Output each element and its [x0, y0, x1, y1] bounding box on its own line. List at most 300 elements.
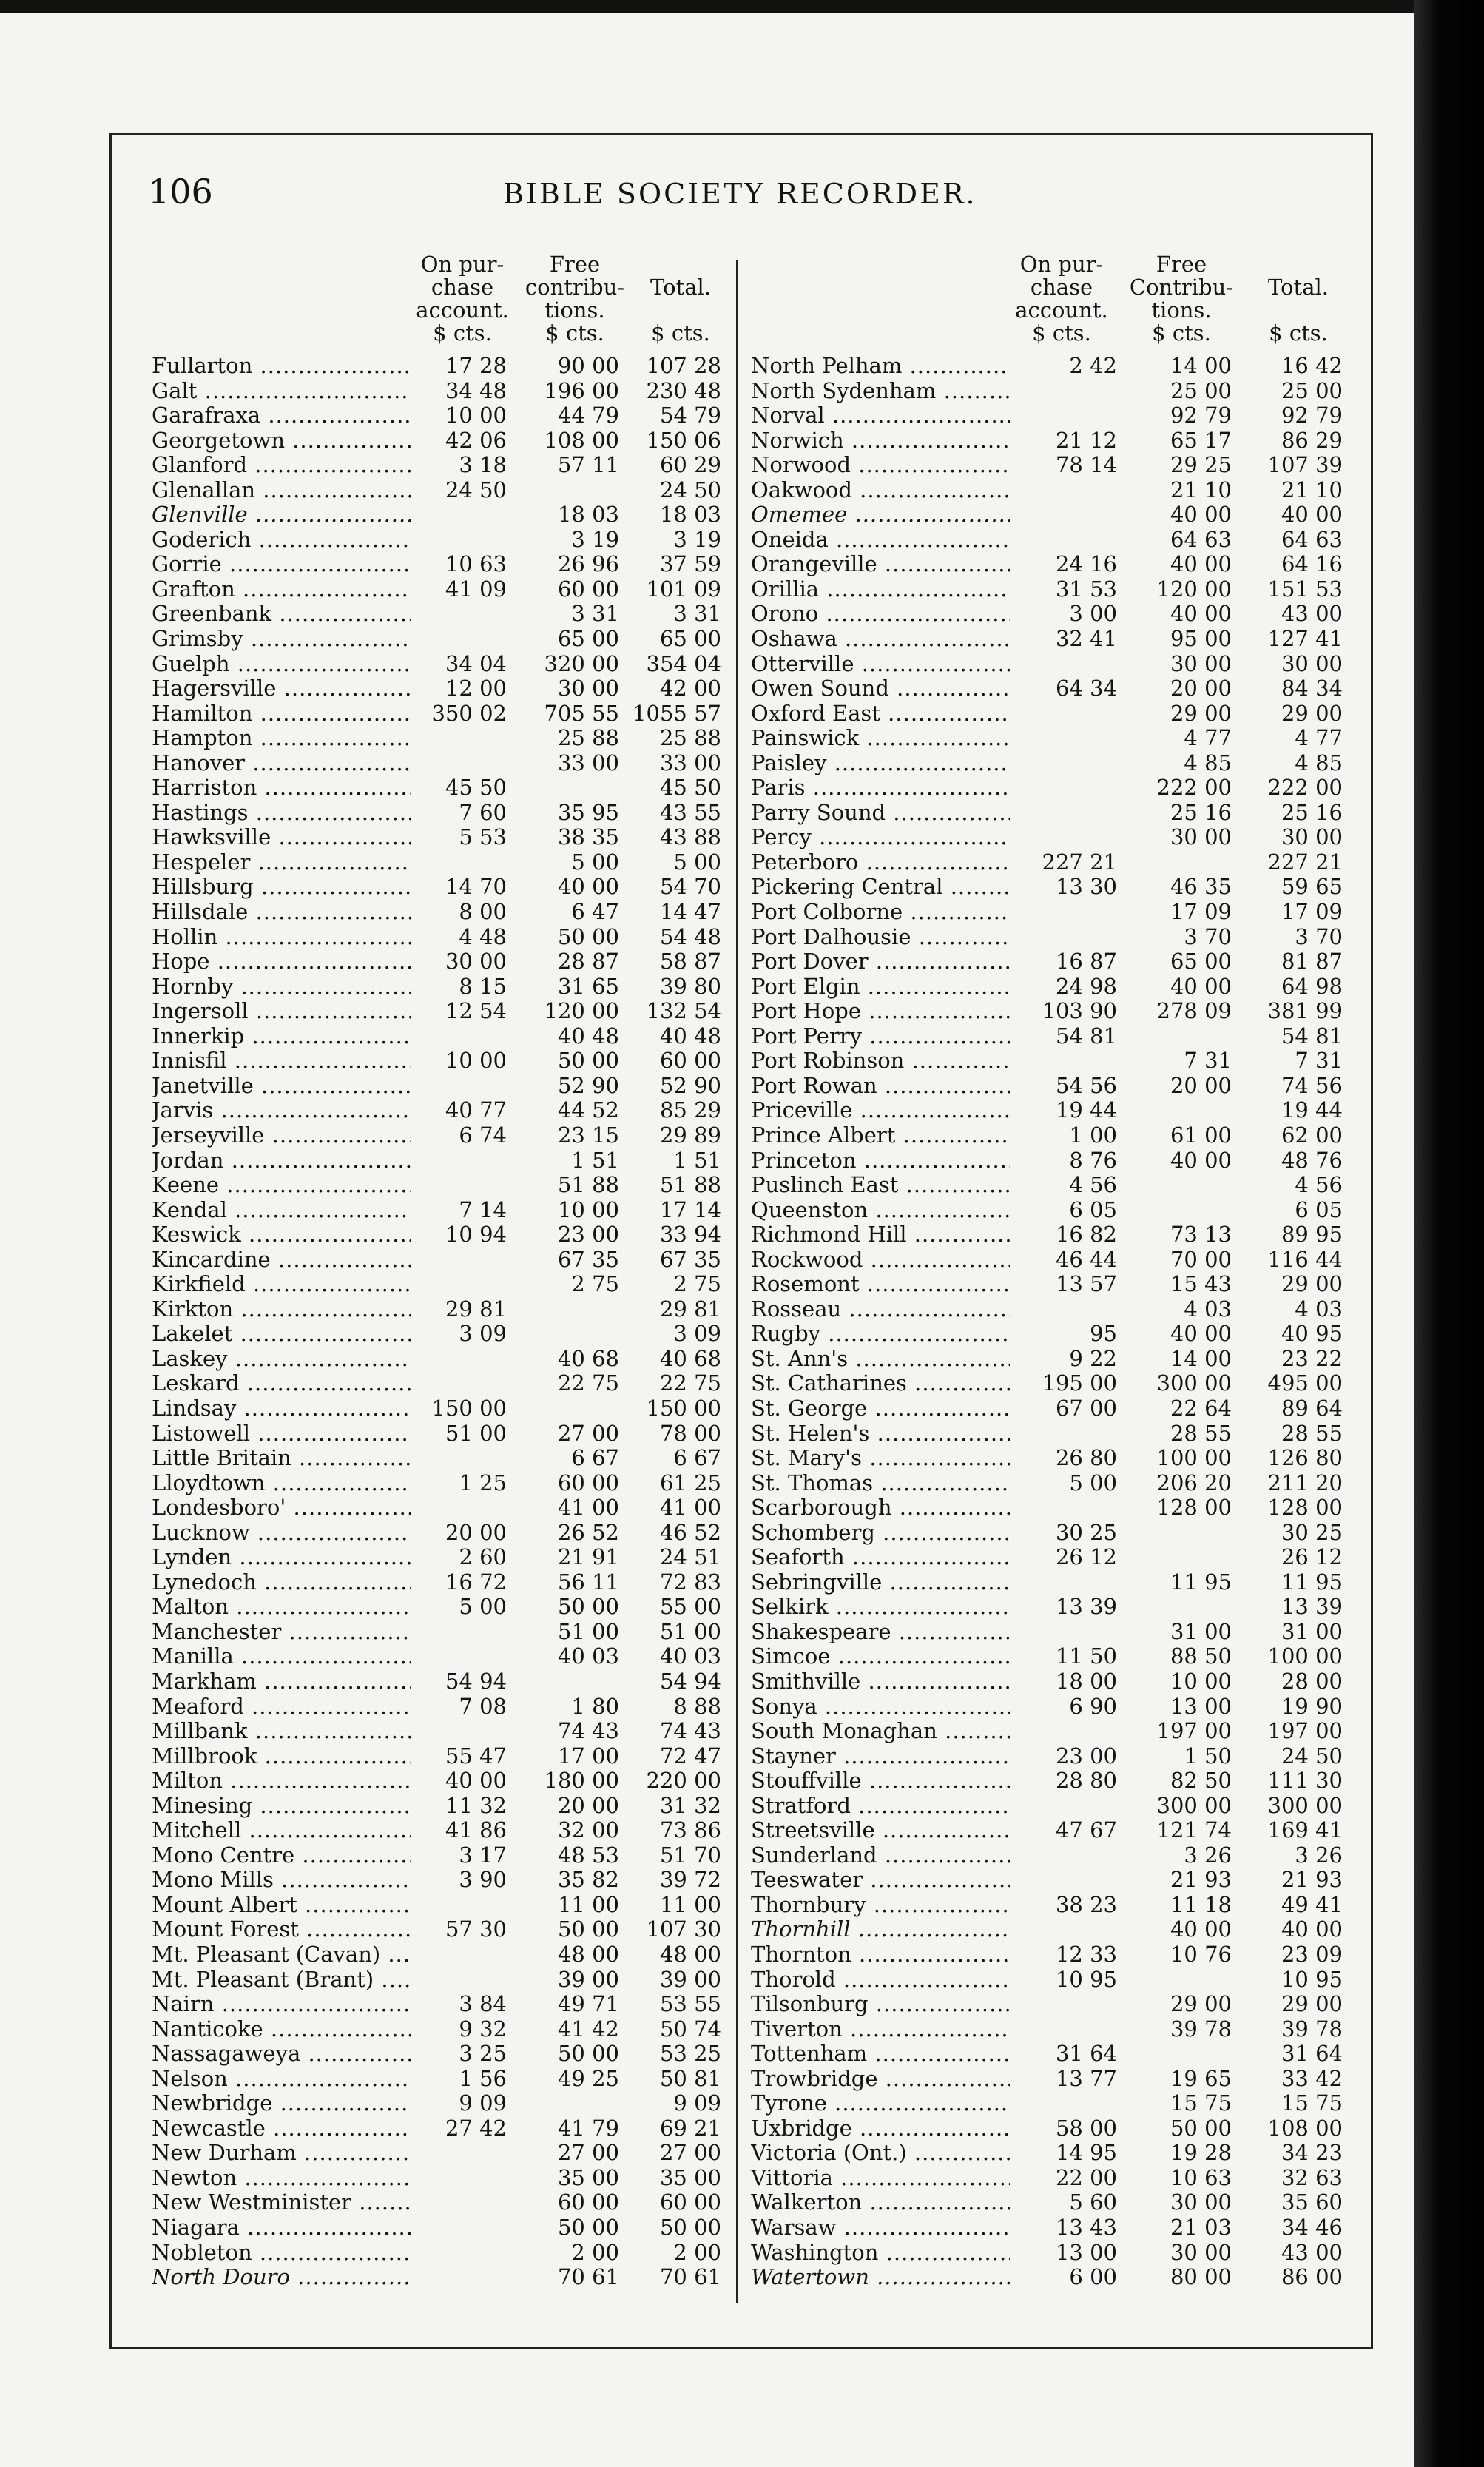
- table-row: [152, 925, 721, 950]
- place-name: Hespeler .....: [152, 850, 411, 875]
- table-row: [152, 428, 721, 454]
- table-row: [751, 551, 1343, 577]
- table-row: [751, 601, 1343, 627]
- place-name: Nelson .....: [152, 2067, 411, 2092]
- purchase-amount: 7 08: [459, 1693, 507, 1719]
- table-row: [152, 701, 721, 727]
- purchase-amount: 14 95: [1055, 2140, 1117, 2166]
- free-amount: 35 00: [557, 2164, 619, 2190]
- place-name: Hanover .....: [152, 751, 411, 776]
- total-amount: 17 09: [1281, 899, 1343, 925]
- table-row: [152, 403, 721, 428]
- free-amount: 14 00: [1170, 1345, 1232, 1371]
- table-row: [152, 1644, 721, 1669]
- total-amount: 89 95: [1281, 1222, 1343, 1248]
- total-amount: 300 00: [1267, 1792, 1343, 1818]
- total-amount: 220 00: [646, 1768, 721, 1794]
- table-row: [152, 577, 721, 602]
- table-row: [751, 2090, 1343, 2116]
- place-name: Tyrone .....: [751, 2091, 1010, 2116]
- table-row: [751, 1271, 1343, 1297]
- purchase-amount: 10 95: [1055, 1966, 1117, 1992]
- free-amount: 30 00: [1170, 650, 1232, 676]
- total-amount: 7 31: [1295, 1048, 1343, 1074]
- total-amount: 35 00: [659, 2164, 721, 2190]
- table-row: [751, 1470, 1343, 1496]
- place-name: Stratford .....: [751, 1794, 1010, 1819]
- table-row: [152, 999, 721, 1024]
- column-divider: [736, 260, 738, 2303]
- total-amount: 8 88: [673, 1693, 721, 1719]
- table-row: [751, 502, 1343, 528]
- free-amount: 40 03: [557, 1643, 619, 1669]
- table-row: [751, 1743, 1343, 1769]
- total-amount: 10 95: [1281, 1966, 1343, 1992]
- table-row: [152, 1893, 721, 1918]
- table-row: [152, 1272, 721, 1297]
- place-name: Norwich .....: [751, 428, 1010, 454]
- purchase-amount: 9 32: [459, 2016, 507, 2042]
- table-row: [152, 1148, 721, 1174]
- purchase-amount: 30 25: [1055, 1519, 1117, 1545]
- total-amount: 72 47: [659, 1743, 721, 1768]
- table-row: [152, 2091, 721, 2116]
- total-amount: 107 30: [646, 1916, 721, 1942]
- place-name: Jerseyville .....: [152, 1123, 411, 1148]
- table-row: [751, 1544, 1343, 1570]
- free-amount: 197 00: [1156, 1718, 1232, 1744]
- purchase-amount: 46 44: [1055, 1246, 1117, 1272]
- table-row: [751, 874, 1343, 900]
- free-amount: 29 00: [1170, 1991, 1232, 2017]
- free-amount: 39 00: [557, 1966, 619, 1992]
- table-row: [751, 1916, 1343, 1942]
- table-row: [751, 1817, 1343, 1843]
- table-row: [152, 453, 721, 478]
- place-name: Hornby .....: [152, 975, 411, 1000]
- place-name: Kirkton .....: [152, 1297, 411, 1322]
- total-amount: 4 85: [1295, 750, 1343, 775]
- free-amount: 3 70: [1184, 923, 1232, 949]
- total-amount: 197 00: [1267, 1718, 1343, 1744]
- table-row: [152, 552, 721, 577]
- purchase-amount: 67 00: [1055, 1395, 1117, 1421]
- purchase-amount: 26 12: [1055, 1544, 1117, 1570]
- place-name: St. Catharines .....: [751, 1371, 1010, 1396]
- free-amount: 88 50: [1170, 1643, 1232, 1669]
- table-row: [152, 528, 721, 553]
- total-amount: 33 42: [1281, 2065, 1343, 2091]
- place-name: North Pelham .....: [751, 354, 1010, 379]
- total-amount: 4 03: [1295, 1296, 1343, 1322]
- table-row: [751, 2190, 1343, 2215]
- total-amount: 27 00: [659, 2140, 721, 2166]
- table-row: [152, 1968, 721, 1993]
- total-amount: 16 42: [1281, 353, 1343, 378]
- table-row: [751, 1891, 1343, 1918]
- total-amount: 43 00: [1281, 601, 1343, 627]
- place-name: Hampton .....: [152, 726, 411, 751]
- purchase-amount: 350 02: [431, 700, 507, 726]
- table-row: [751, 923, 1343, 950]
- free-amount: 30 00: [1170, 2190, 1232, 2215]
- free-amount: 65 00: [557, 626, 619, 652]
- place-name: Milton .....: [152, 1768, 411, 1794]
- free-amount: 6 67: [571, 1445, 619, 1471]
- table-row: [152, 751, 721, 776]
- place-name: Schomberg .....: [751, 1521, 1010, 1546]
- total-amount: 15 75: [1281, 2090, 1343, 2116]
- total-amount: 33 94: [659, 1222, 721, 1248]
- purchase-amount: 42 06: [445, 427, 507, 453]
- total-amount: 21 10: [1281, 477, 1343, 502]
- total-amount: 25 16: [1281, 799, 1343, 825]
- purchase-amount: 9 22: [1069, 1345, 1117, 1371]
- free-amount: 60 00: [557, 1470, 619, 1495]
- table-row: [751, 626, 1343, 652]
- purchase-amount: 12 00: [445, 676, 507, 701]
- place-name: Hope .....: [152, 949, 411, 975]
- free-amount: 52 90: [557, 1072, 619, 1098]
- free-amount: 3 26: [1184, 1842, 1232, 1868]
- purchase-amount: 54 94: [445, 1668, 507, 1694]
- total-amount: 2 75: [673, 1271, 721, 1297]
- free-amount: 35 95: [557, 799, 619, 825]
- total-amount: 127 41: [1267, 626, 1343, 652]
- total-amount: 55 00: [659, 1594, 721, 1620]
- purchase-amount: 13 30: [1055, 874, 1117, 900]
- free-amount: 70 00: [1170, 1246, 1232, 1272]
- table-row: [152, 900, 721, 925]
- total-amount: 150 06: [646, 427, 721, 453]
- place-name: Thornhill .....: [751, 1917, 1010, 1942]
- table-row: [152, 1049, 721, 1074]
- free-amount: 28 87: [557, 949, 619, 975]
- free-amount: 21 10: [1170, 477, 1232, 502]
- place-name: Thornbury .....: [751, 1893, 1010, 1918]
- free-amount: 51 00: [557, 1618, 619, 1644]
- table-row: [751, 1246, 1343, 1273]
- free-amount: 6 47: [571, 899, 619, 925]
- free-amount: 2 00: [571, 2239, 619, 2265]
- table-row: [152, 1694, 721, 1720]
- free-amount: 40 00: [1170, 502, 1232, 528]
- table-row: [152, 652, 721, 677]
- place-name: Rosseau .....: [751, 1297, 1010, 1322]
- total-amount: 29 00: [1281, 1271, 1343, 1297]
- total-amount: 108 00: [1267, 2115, 1343, 2141]
- place-name: Uxbridge .....: [751, 2116, 1010, 2141]
- purchase-amount: 34 48: [445, 377, 507, 403]
- table-row: [152, 1843, 721, 1868]
- purchase-amount: 10 63: [445, 551, 507, 577]
- purchase-amount: 8 76: [1069, 1147, 1117, 1173]
- purchase-amount: 12 54: [445, 998, 507, 1024]
- place-name: Painswick .....: [751, 726, 1010, 751]
- free-amount: 57 11: [557, 452, 619, 478]
- place-name: Richmond Hill .....: [751, 1222, 1010, 1248]
- total-amount: 72 83: [659, 1569, 721, 1595]
- free-amount: 95 00: [1170, 626, 1232, 652]
- table-row: [152, 1347, 721, 1372]
- purchase-amount: 22 00: [1055, 2164, 1117, 2190]
- total-amount: 48 00: [659, 1942, 721, 1967]
- place-name: Laskey .....: [152, 1347, 411, 1372]
- place-name: Nassagaweya .....: [152, 2042, 411, 2067]
- place-name: Port Hope .....: [751, 999, 1010, 1024]
- purchase-amount: 24 50: [445, 477, 507, 502]
- place-name: Kincardine .....: [152, 1248, 411, 1273]
- free-amount: 40 68: [557, 1345, 619, 1371]
- free-amount: 120 00: [544, 998, 619, 1024]
- place-name: Meaford .....: [152, 1694, 411, 1720]
- place-name: Trowbridge .....: [751, 2067, 1010, 2092]
- place-name: St. George .....: [751, 1396, 1010, 1421]
- table-row: [152, 1123, 721, 1148]
- table-row: [751, 1693, 1343, 1720]
- place-name: Millbrook .....: [152, 1744, 411, 1769]
- table-row: [751, 973, 1343, 1000]
- table-row: [152, 1198, 721, 1223]
- table-row: [152, 2017, 721, 2042]
- place-name: Thornton .....: [751, 1942, 1010, 1968]
- total-amount: 24 51: [659, 1544, 721, 1570]
- table-row: [751, 1768, 1343, 1794]
- free-amount: 3 19: [571, 526, 619, 552]
- total-amount: 53 55: [659, 1991, 721, 2017]
- purchase-amount: 17 28: [445, 353, 507, 378]
- place-name: Norwood .....: [751, 453, 1010, 478]
- free-amount: 48 53: [557, 1842, 619, 1868]
- table-row: [152, 1570, 721, 1595]
- free-amount: 50 00: [557, 2215, 619, 2241]
- free-amount: 40 00: [1170, 1147, 1232, 1173]
- total-amount: 40 03: [659, 1643, 721, 1669]
- table-row: [152, 949, 721, 975]
- place-name: Kirkfield .....: [152, 1272, 411, 1297]
- total-amount: 31 00: [1281, 1618, 1343, 1644]
- table-row: [751, 1842, 1343, 1868]
- purchase-amount: 28 80: [1055, 1768, 1117, 1794]
- total-amount: 58 87: [659, 949, 721, 975]
- total-amount: 60 29: [659, 452, 721, 478]
- place-name: Ingersoll .....: [152, 999, 411, 1024]
- table-row: [751, 2239, 1343, 2266]
- place-name: Garafraxa .....: [152, 403, 411, 428]
- free-amount: 705 55: [544, 700, 619, 726]
- place-name: Warsaw .....: [751, 2215, 1010, 2241]
- purchase-amount: 13 43: [1055, 2215, 1117, 2241]
- purchase-amount: 26 80: [1055, 1445, 1117, 1471]
- place-name: Orangeville .....: [751, 552, 1010, 577]
- table-row: [751, 377, 1343, 404]
- purchase-amount: 3 17: [459, 1842, 507, 1868]
- free-amount: 50 00: [557, 923, 619, 949]
- purchase-amount: 58 00: [1055, 2115, 1117, 2141]
- total-amount: 50 81: [659, 2065, 721, 2091]
- purchase-amount: 13 00: [1055, 2239, 1117, 2265]
- place-name: Thorold .....: [751, 1968, 1010, 1993]
- total-amount: 31 64: [1281, 2041, 1343, 2067]
- table-row: [751, 1023, 1343, 1049]
- free-amount: 14 00: [1170, 353, 1232, 378]
- free-amount: 44 79: [557, 403, 619, 428]
- total-amount: 86 29: [1281, 427, 1343, 453]
- purchase-amount: 10 94: [445, 1222, 507, 1248]
- table-row: [751, 998, 1343, 1024]
- total-amount: 4 56: [1295, 1172, 1343, 1198]
- free-amount: 15 75: [1170, 2090, 1232, 2116]
- scan-top-edge: [0, 0, 1484, 13]
- place-name: Gorrie .....: [152, 552, 411, 577]
- place-name: Seaforth .....: [751, 1545, 1010, 1570]
- free-amount: 10 63: [1170, 2164, 1232, 2190]
- table-row: [152, 502, 721, 528]
- place-name: Smithville .....: [751, 1669, 1010, 1694]
- table-row: [751, 899, 1343, 925]
- free-amount: 18 03: [557, 502, 619, 528]
- free-amount: 30 00: [1170, 2239, 1232, 2265]
- total-amount: 29 00: [1281, 700, 1343, 726]
- place-name: Victoria (Ont.) .....: [751, 2141, 1010, 2166]
- table-row: [152, 1024, 721, 1049]
- table-row: [751, 1618, 1343, 1645]
- table-row: [152, 726, 721, 751]
- free-amount: 40 00: [1170, 551, 1232, 577]
- purchase-amount: 5 00: [1069, 1470, 1117, 1495]
- total-amount: 53 25: [659, 2041, 721, 2067]
- free-amount: 26 96: [557, 551, 619, 577]
- purchase-amount: 13 57: [1055, 1271, 1117, 1297]
- table-row: [152, 775, 721, 801]
- left-header-free: Free contribu- tions. $ cts.: [525, 252, 625, 346]
- table-row: [152, 2042, 721, 2067]
- free-amount: 51 88: [557, 1172, 619, 1198]
- purchase-amount: 16 82: [1055, 1222, 1117, 1248]
- total-amount: 3 09: [673, 1321, 721, 1347]
- place-name: Port Dalhousie .....: [751, 925, 1010, 950]
- place-name: Hillsdale .....: [152, 900, 411, 925]
- total-amount: 222 00: [1267, 775, 1343, 801]
- total-amount: 19 44: [1281, 1097, 1343, 1123]
- purchase-amount: 1 56: [459, 2065, 507, 2091]
- free-amount: 19 28: [1170, 2140, 1232, 2166]
- table-row: [152, 1719, 721, 1744]
- total-amount: 65 00: [659, 626, 721, 652]
- total-amount: 74 56: [1281, 1072, 1343, 1098]
- total-amount: 41 00: [659, 1495, 721, 1521]
- total-amount: 132 54: [646, 998, 721, 1024]
- place-name: Galt .....: [152, 379, 411, 404]
- free-amount: 4 85: [1184, 750, 1232, 775]
- place-name: Lucknow .....: [152, 1521, 411, 1546]
- free-amount: 44 52: [557, 1097, 619, 1123]
- table-row: [152, 2241, 721, 2266]
- purchase-amount: 4 56: [1069, 1172, 1117, 1198]
- place-name: North Sydenham .....: [751, 379, 1010, 404]
- total-amount: 18 03: [659, 502, 721, 528]
- free-amount: 80 00: [1170, 2264, 1232, 2290]
- total-amount: 52 90: [659, 1072, 721, 1098]
- table-row: [152, 2166, 721, 2191]
- place-name: Percy .....: [751, 825, 1010, 850]
- purchase-amount: 55 47: [445, 1743, 507, 1768]
- free-amount: 28 55: [1170, 1420, 1232, 1446]
- table-row: [751, 1122, 1343, 1148]
- book-spine-shadow: [1414, 0, 1484, 2467]
- place-name: Tiverton .....: [751, 2017, 1010, 2042]
- table-row: [152, 2215, 721, 2241]
- free-amount: 67 35: [557, 1246, 619, 1272]
- free-amount: 22 75: [557, 1370, 619, 1396]
- free-amount: 39 78: [1170, 2016, 1232, 2042]
- free-amount: 10 00: [557, 1197, 619, 1222]
- place-name: Mono Mills .....: [152, 1868, 411, 1893]
- total-amount: 64 63: [1281, 526, 1343, 552]
- table-row: [152, 1446, 721, 1471]
- place-name: Sunderland .....: [751, 1843, 1010, 1868]
- purchase-amount: 12 33: [1055, 1942, 1117, 1967]
- purchase-amount: 10 00: [445, 403, 507, 428]
- table-row: [152, 1396, 721, 1421]
- table-row: [751, 477, 1343, 503]
- purchase-amount: 16 87: [1055, 949, 1117, 975]
- total-amount: 40 48: [659, 1023, 721, 1049]
- free-amount: 13 00: [1170, 1693, 1232, 1719]
- table-row: [152, 1421, 721, 1447]
- free-amount: 48 00: [557, 1942, 619, 1967]
- free-amount: 128 00: [1156, 1495, 1232, 1521]
- total-amount: 24 50: [1281, 1743, 1343, 1768]
- right-header-free: Free Contribu- tions. $ cts.: [1129, 252, 1234, 346]
- place-name: Mt. Pleasant (Cavan) .....: [152, 1942, 411, 1968]
- table-row: [152, 2141, 721, 2166]
- purchase-amount: 3 09: [459, 1321, 507, 1347]
- total-amount: 30 00: [1281, 824, 1343, 850]
- free-amount: 2 75: [571, 1271, 619, 1297]
- free-amount: 40 00: [1170, 1321, 1232, 1347]
- purchase-amount: 34 04: [445, 650, 507, 676]
- table-row: [751, 2215, 1343, 2241]
- total-amount: 354 04: [646, 650, 721, 676]
- total-amount: 70 61: [659, 2264, 721, 2290]
- table-row: [152, 1768, 721, 1794]
- place-name: Niagara .....: [152, 2215, 411, 2241]
- free-amount: 82 50: [1170, 1768, 1232, 1794]
- table-row: [751, 824, 1343, 850]
- place-name: Hastings .....: [152, 801, 411, 826]
- total-amount: 45 50: [659, 775, 721, 801]
- free-amount: 33 00: [557, 750, 619, 775]
- right-header-purchase: On pur- chase account. $ cts.: [1015, 252, 1108, 346]
- left-header-total: Total. $ cts.: [650, 275, 711, 346]
- total-amount: 43 55: [659, 799, 721, 825]
- table-row: [751, 2164, 1343, 2191]
- place-name: Mount Forest .....: [152, 1917, 411, 1942]
- place-name: Jarvis .....: [152, 1098, 411, 1123]
- purchase-amount: 57 30: [445, 1916, 507, 1942]
- table-row: [152, 354, 721, 379]
- place-name: Glenville .....: [152, 502, 411, 528]
- free-amount: 50 00: [557, 2041, 619, 2067]
- free-amount: 23 00: [557, 1222, 619, 1248]
- purchase-amount: 13 39: [1055, 1594, 1117, 1620]
- free-amount: 65 17: [1170, 427, 1232, 453]
- table-row: [751, 1569, 1343, 1595]
- place-name: Streetsville .....: [751, 1818, 1010, 1843]
- place-name: Hamilton .....: [152, 701, 411, 727]
- total-amount: 4 77: [1295, 725, 1343, 751]
